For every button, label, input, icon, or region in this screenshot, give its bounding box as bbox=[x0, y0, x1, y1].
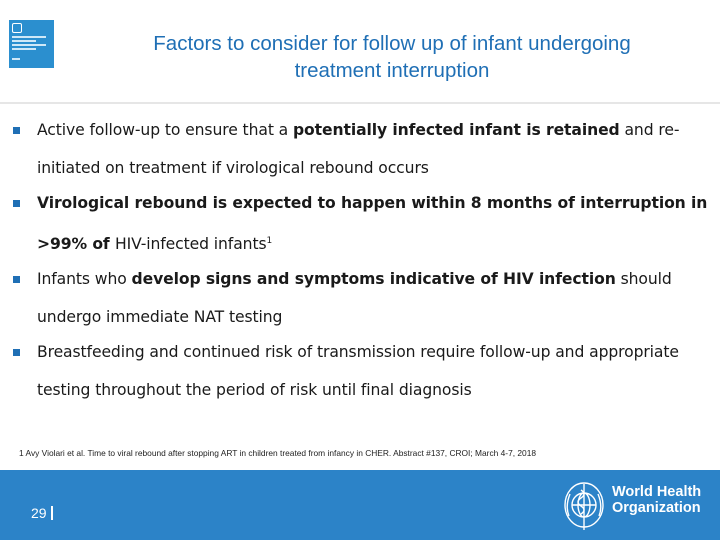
bullet-item: Active follow-up to ensure that a potentially infected infant is retained and re-initiated on treatment if virological rebound occurs bbox=[12, 112, 720, 187]
who-wordmark: World Health Organization bbox=[612, 484, 702, 516]
bullet-marker-icon bbox=[13, 349, 20, 356]
bullet-marker-icon bbox=[13, 200, 20, 207]
slide-title bbox=[100, 30, 684, 84]
bullet-marker-icon bbox=[13, 127, 20, 134]
page-number-separator bbox=[51, 506, 53, 520]
title-divider bbox=[0, 102, 720, 104]
who-emblem-icon bbox=[560, 476, 608, 534]
publication-logo-icon bbox=[9, 20, 54, 68]
bullet-item: Infants who develop signs and symptoms indicative of HIV infection should undergo immediate NAT testing bbox=[12, 261, 720, 336]
bullet-list bbox=[12, 112, 720, 407]
slide-title-line-1: Factors to consider for follow up of infant undergoing bbox=[153, 32, 631, 55]
footnote-ref: 1 bbox=[266, 235, 273, 246]
bullet-item: Breastfeeding and continued risk of transmission require follow-up and appropriate testing throughout the period of risk until final diagnosis bbox=[12, 334, 720, 409]
footnote: 1 Avy Violari et al. Time to viral rebound after stopping ART in children treated from infancy in CHER. Abstract #137, CROI; March 4-7, 2018 bbox=[19, 448, 537, 458]
bullet-marker-icon bbox=[13, 276, 20, 283]
page-number: 29 bbox=[31, 505, 47, 521]
footer-bar bbox=[0, 470, 720, 540]
bullet-item: Virological rebound is expected to happen within 8 months of interruption in >99% of HIV-infected infants$^1$ bbox=[12, 185, 720, 263]
slide-title-line-2: treatment interruption bbox=[294, 59, 490, 82]
